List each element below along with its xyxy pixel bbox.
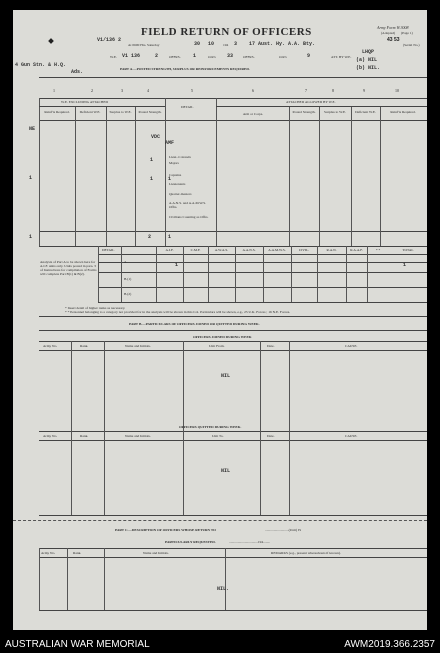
gun-stn: 4 Gun Stn. & H.Q. xyxy=(15,62,67,68)
quitted-col-unit-to: Unit To. xyxy=(212,434,224,438)
serial-handwritten: 43 53 xyxy=(387,37,400,43)
col-number: 3 xyxy=(121,88,123,93)
analysis-col-aamws: A.A.M.W.S. xyxy=(268,248,286,252)
analysis-note: Analysis of Part A to be shown here for A.I.F. units only. Units posted in para. 3 of Instructions for compilation of Forms will complete Part B(1) & B(2). xyxy=(40,260,97,276)
analysis-col-total: TOTAL xyxy=(402,248,414,252)
analysis-col-other: * * xyxy=(375,248,381,252)
joined-col-cause: CAUSE. xyxy=(345,344,358,348)
col-number: 4 xyxy=(147,88,149,93)
att-a: (a) NIL xyxy=(356,57,378,63)
analysis-col-civil: CIVIL. xyxy=(298,248,310,252)
footer-source: AUSTRALIAN WAR MEMORIAL xyxy=(5,639,150,650)
analysis-col-awas: A.W.A.S. xyxy=(214,248,229,252)
rank-aans: A.A.N.S. and A.A.M.W.S. Offrs. xyxy=(169,201,207,209)
attached-allowed-header: ATTACHED ALLOWED BY W.E. xyxy=(286,100,336,104)
we-excluding-header: W.E. EXCLUDING ATTACHED xyxy=(61,100,109,104)
col-number: 8 xyxy=(332,88,334,93)
rank-captains: Captains xyxy=(169,173,182,177)
header-arm-corps: Arm or Corps. xyxy=(242,112,264,116)
header-deficient-right: Deficient W.E. xyxy=(355,110,376,114)
rank-lt-col: Lieut.-Colonels xyxy=(169,155,191,159)
quitted-col-name: Name and Initials. xyxy=(125,434,151,438)
caption-bar xyxy=(0,636,440,653)
part-c-title-1-dots: ...........................(Unit) IS xyxy=(265,528,302,532)
header-posted-left: Posted Strength. xyxy=(138,110,162,114)
quitted-col-rank: Rank. xyxy=(80,434,89,438)
we-num: 2 xyxy=(155,53,159,59)
joined-title: OFFICERS JOINED DURING WEEK xyxy=(193,335,252,339)
hw-total-posted-b: 1 xyxy=(168,234,172,240)
joined-col-name: Name and Initials. xyxy=(125,344,151,348)
nil-part-c: NIL. xyxy=(217,586,230,592)
hw-total-posted-a: 2 xyxy=(148,234,152,240)
header-surplus-left: Surplus to W.E. xyxy=(109,110,132,114)
or-value-1: 33 xyxy=(227,53,234,59)
joined-col-rank: Rank. xyxy=(80,344,89,348)
gun-stn-2: Ads. xyxy=(71,69,84,75)
analysis-footnote-2: * * Personnel belonging to a category not provided for in the analysis will be shown in this Col. Particulars will be shown, e.g., 25 U.K. Forces ; 16 N.E. Forces. xyxy=(65,310,291,314)
analysis-col-cmf: C.M.F. xyxy=(190,248,201,252)
analysis-col-raaf: R.A.A.F. xyxy=(350,248,363,252)
part-c-col-name: Name and Initials. xyxy=(143,551,169,555)
quitted-col-date: Date. xyxy=(267,434,275,438)
date-line-prefix: At 0600 Hrs. Saturday xyxy=(128,43,160,47)
hw-analysis-total: 1 xyxy=(403,262,407,268)
col-number: 10 xyxy=(395,88,399,93)
serial-label: (Serial No.) xyxy=(403,43,420,47)
joined-col-date: Date. xyxy=(267,344,275,348)
header-surplus-right: Surplus to W.E. xyxy=(324,110,346,114)
part-c-col-army-no: Army No. xyxy=(41,551,56,555)
hw-ne: NE xyxy=(29,126,36,132)
document-sheet xyxy=(13,10,427,630)
we-label: W.E. xyxy=(110,55,117,59)
analysis-row-a: A. xyxy=(124,260,128,264)
date-day: 30 xyxy=(194,41,201,47)
rank-majors: Majors xyxy=(169,161,179,165)
joined-col-army-no: Army No. xyxy=(43,344,58,348)
part-c-title-2-dots: .................................194........ xyxy=(229,540,271,544)
unit-name: 17 Aust. Hy. A.A. Bty. xyxy=(249,41,316,47)
header-reinf-right: Reinf'ts Required. xyxy=(390,110,416,114)
nil-quitted: NIL xyxy=(221,468,231,474)
analysis-row-b2: B.(2) xyxy=(124,292,132,296)
part-b-title: PART B.—PARTICULARS OF OFFICERS JOINED OR QUITTED DURING WEEK. xyxy=(129,322,260,326)
page-label: (Page 1) xyxy=(401,31,413,35)
column-numbers xyxy=(13,10,427,110)
part-c-separator xyxy=(13,520,427,521)
offrs-value-1: 1 xyxy=(193,53,197,59)
header-posted-right: Posted Strength. xyxy=(292,110,316,114)
hw-lt-posted-b: 1 xyxy=(168,176,172,182)
part-a-title: PART A.—POSTED STRENGTH, SURPLUS OR REINFORCEMENTS REQUIRED. xyxy=(120,67,250,71)
analysis-detail-header: DETAIL xyxy=(102,248,115,252)
analysis-row-b1: B.(1) xyxy=(124,277,132,281)
col-number: 6 xyxy=(252,88,254,93)
hw-analysis-aif: 1 xyxy=(175,262,179,268)
rank-civilians: Civilians Counting as Offrs. xyxy=(169,215,209,219)
hw-lt-reinf: 1 xyxy=(29,175,33,181)
header-deficient-left: Deficient W.E. xyxy=(79,110,101,114)
header-reinf-left: Reinf'ts Required. xyxy=(44,110,70,114)
date-year: 3 xyxy=(234,41,238,47)
date-month: 10 xyxy=(208,41,215,47)
or-label-2: O.R's xyxy=(279,55,287,59)
detail-header: DETAIL xyxy=(181,105,194,109)
hw-vdc: VDC xyxy=(151,134,161,140)
hw-capt-1: 1 xyxy=(150,157,154,163)
nil-joined: NIL xyxy=(221,373,231,379)
analysis-col-ran: R.A.N. xyxy=(326,248,337,252)
joined-col-unit-from: Unit From. xyxy=(209,344,225,348)
ve-code: V1/136 2 xyxy=(97,37,122,43)
col-number: 9 xyxy=(363,88,365,93)
offrs-label-1: OFFRS. xyxy=(169,55,181,59)
rank-quartermasters: Quarter-masters xyxy=(169,192,192,196)
hw-total-reinf: 1 xyxy=(29,234,33,240)
att-label: ATT. BY W.E. xyxy=(331,55,352,59)
footer-accession: AWM2019.366.2357 xyxy=(344,639,435,650)
quitted-title: OFFICERS QUITTED DURING WEEK. xyxy=(179,425,242,429)
or-label-1: O.R's xyxy=(208,55,216,59)
hw-lt-posted-a: 1 xyxy=(150,176,154,182)
part-c-col-remarks: REMARKS (e.g., present whereabouts if known). xyxy=(271,551,341,555)
part-c-col-rank: Rank. xyxy=(73,551,82,555)
hw-amf: AMF xyxy=(165,140,175,146)
part-c-title-2: PARTICULARLY REQUESTED. xyxy=(165,540,216,544)
adapted-label: (Adapted) xyxy=(381,31,396,35)
col-number: 5 xyxy=(191,88,193,93)
analysis-footnote-1: * Insert detail of higher ranks as necessary. xyxy=(65,306,126,310)
analysis-col-aif: A.I.F. xyxy=(165,248,174,252)
analysis-col-aans: A.A.N.S. xyxy=(242,248,256,252)
offrs-label-2: OFFRS. xyxy=(243,55,255,59)
or-value-2: 9 xyxy=(307,53,311,59)
quitted-col-cause: CAUSE. xyxy=(345,434,358,438)
part-c-title-1: PART C.—DESCRIPTION OF OFFICERS WHOSE RETURN TO xyxy=(115,528,216,532)
form-title: FIELD RETURN OF OFFICERS xyxy=(141,26,312,38)
date-year-label: 194 xyxy=(223,43,229,47)
army-form-code: Army Form W.3008 xyxy=(377,25,409,30)
rank-lieutenants: Lieutenants xyxy=(169,182,186,186)
col-number: 2 xyxy=(91,88,93,93)
col-number: 1 xyxy=(53,88,55,93)
we-value: V1 136 xyxy=(122,53,141,59)
att-b: (b) NIL. xyxy=(356,65,381,71)
quitted-col-army-no: Army No. xyxy=(43,434,58,438)
lhqp: LHQP xyxy=(362,49,375,55)
col-number: 7 xyxy=(305,88,307,93)
